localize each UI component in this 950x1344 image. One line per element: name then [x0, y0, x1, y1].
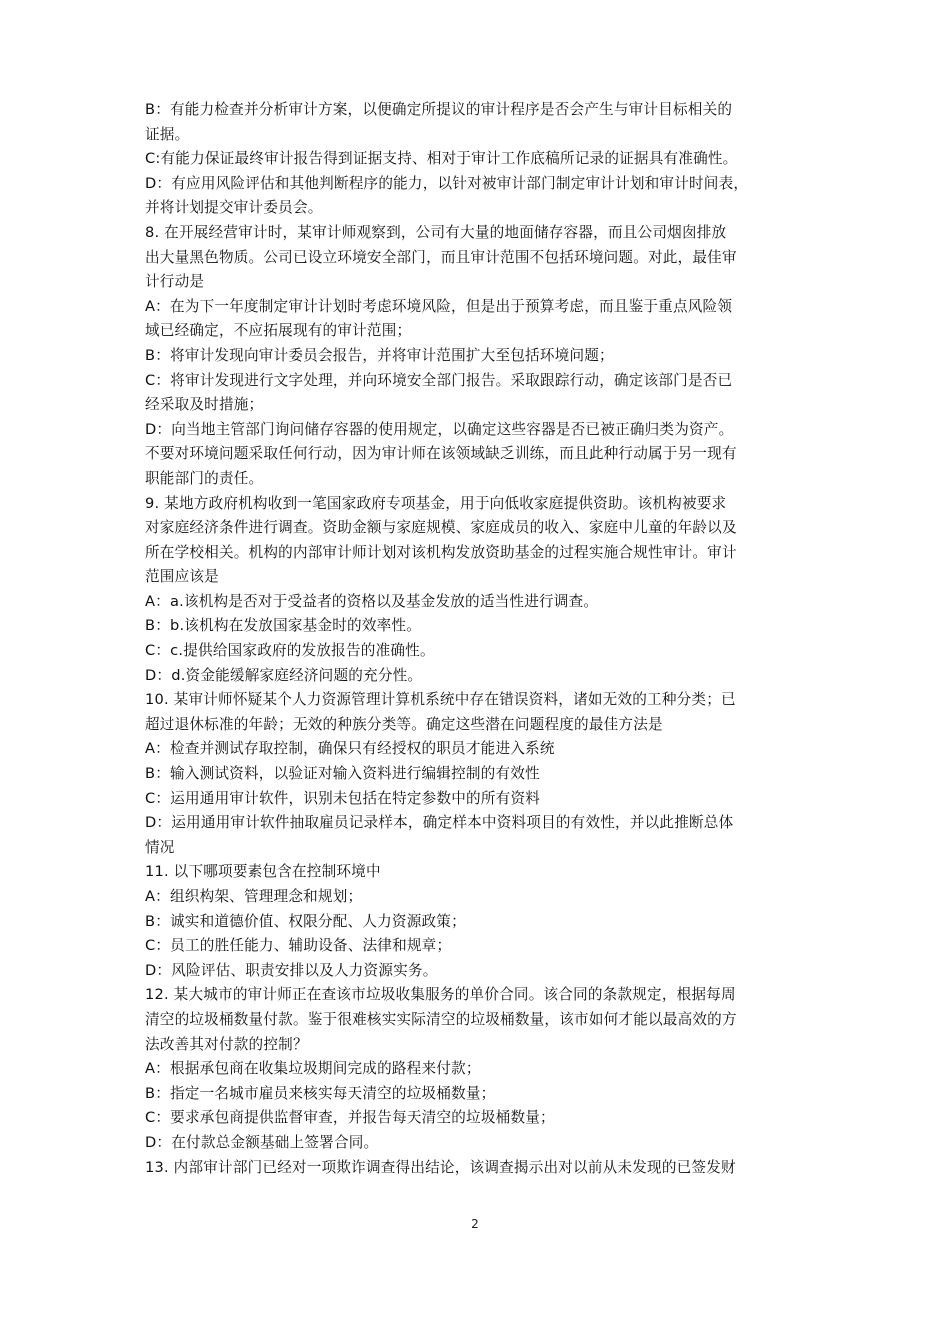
text-line: D：在付款总金额基础上签署合同。 [145, 1133, 379, 1151]
text-line: 清空的垃圾桶数量付款。鉴于很难核实实际清空的垃圾桶数量，该市如何才能以最高效的方 [145, 1010, 737, 1028]
text-line: B：诚实和道德价值、权限分配、人力资源政策； [145, 912, 466, 930]
text-line: A：在为下一年度制定审计计划时考虑环境风险，但是出于预算考虑，而且鉴于重点风险领 [145, 297, 733, 315]
question-12-line: 12. 某大城市的审计师正在查该市垃圾收集服务的单价合同。该合同的条款规定，根据每周 [145, 986, 736, 1004]
text-line: 对家庭经济条件进行调查。资助金额与家庭规模、家庭成员的收入、家庭中儿童的年龄以及 [145, 519, 737, 537]
text-line: 法改善其对付款的控制？ [145, 1035, 308, 1053]
text-line: 计行动是 [145, 273, 205, 291]
text-line: D：向当地主管部门询问储存容器的使用规定，以确定这些容器是否已被正确归类为资产。 [145, 420, 734, 438]
text-line: D：有应用风险评估和其他判断程序的能力，以针对被审计部门制定审计计划和审计时间表， [145, 174, 749, 192]
text-line: 不要对环境问题采取任何行动，因为审计师在该领域缺乏训练，而且此种行动属于另一现有 [145, 445, 737, 463]
text-line: A：根据承包商在收集垃圾期间完成的路程来付款； [145, 1060, 481, 1078]
question-10-line: 10. 某审计师怀疑某个人力资源管理计算机系统中存在错误资料，诸如无效的工种分类；已 [145, 691, 736, 709]
text-line: D：风险评估、职责安排以及人力资源实务。 [145, 961, 438, 979]
text-line: A：组织构架、管理理念和规划； [145, 888, 363, 905]
text-line: 经采取及时措施； [145, 396, 264, 414]
text-line: B：输入测试资料，以验证对输入资料进行编辑控制的有效性 [145, 765, 540, 783]
document-body [145, 98, 815, 1180]
text-line: B：b.该机构在发放国家基金时的效率性。 [145, 617, 422, 635]
text-line: 域已经确定，不应拓展现有的审计范围； [145, 322, 412, 340]
text-line: C：运用通用审计软件，识别未包括在特定参数中的所有资料 [145, 789, 541, 807]
text-line: A：检查并测试存取控制，确保只有经授权的职员才能进入系统 [145, 740, 555, 758]
text-line: C:有能力保证最终审计报告得到证据支持、相对于审计工作底稿所记录的证据具有准确性。 [145, 150, 738, 168]
text-line: 超过退休标准的年龄；无效的种族分类等。确定这些潜在问题程度的最佳方法是 [145, 715, 663, 733]
text-line: A：a.该机构是否对于受益者的资格以及基金发放的适当性进行调查。 [145, 592, 599, 610]
text-line: 范围应该是 [145, 568, 219, 586]
text-line: 出大量黑色物质。公司已设立环境安全部门，而且审计范围不包括环境问题。对此，最佳审 [145, 248, 737, 266]
text-line: B：将审计发现向审计委员会报告，并将审计范围扩大至包括环境问题； [145, 346, 614, 364]
text-line: B：指定一名城市雇员来核实每天清空的垃圾桶数量； [145, 1084, 496, 1102]
text-line: C：c.提供给国家政府的发放报告的准确性。 [145, 642, 435, 660]
text-line: 所在学校相关。机构的内部审计师计划对该机构发放资助基金的过程实施合规性审计。审计 [145, 543, 737, 561]
text-line: 职能部门的责任。 [145, 469, 264, 487]
text-line: B：有能力检查并分析审计方案，以便确定所提议的审计程序是否会产生与审计目标相关的 [145, 101, 733, 118]
text-line: D：d.资金能缓解家庭经济问题的充分性。 [145, 666, 423, 684]
question-9-line: 9. 某地方政府机构收到一笔国家政府专项基金，用于向低收家庭提供资助。该机构被要求 [145, 494, 727, 512]
text-line: 证据。 [145, 125, 190, 143]
text-line: D：运用通用审计软件抽取雇员记录样本，确定样本中资料项目的有效性，并以此推断总体 [145, 814, 734, 832]
text-line: 情况 [145, 838, 175, 856]
question-11-line: 11. 以下哪项要素包含在控制环境中 [145, 863, 381, 881]
question-13-line: 13. 内部审计部门已经对一项欺诈调查得出结论，该调查揭示出对以前从未发现的已签发财 [145, 1158, 736, 1176]
text-line: C：将审计发现进行文字处理，并向环境安全部门报告。采取跟踪行动，确定该部门是否已 [145, 371, 733, 389]
text-line: 并将计划提交审计委员会。 [145, 199, 323, 217]
text-line: C：要求承包商提供监督审查，并报告每天清空的垃圾桶数量； [145, 1109, 555, 1127]
text-line: C：员工的胜任能力、辅助设备、法律和规章； [145, 937, 452, 955]
page-number: 2 [471, 1217, 479, 1231]
question-8-line: 8. 在开展经营审计时，某审计师观察到，公司有大量的地面储存容器，而且公司烟囱排放 [145, 223, 727, 241]
